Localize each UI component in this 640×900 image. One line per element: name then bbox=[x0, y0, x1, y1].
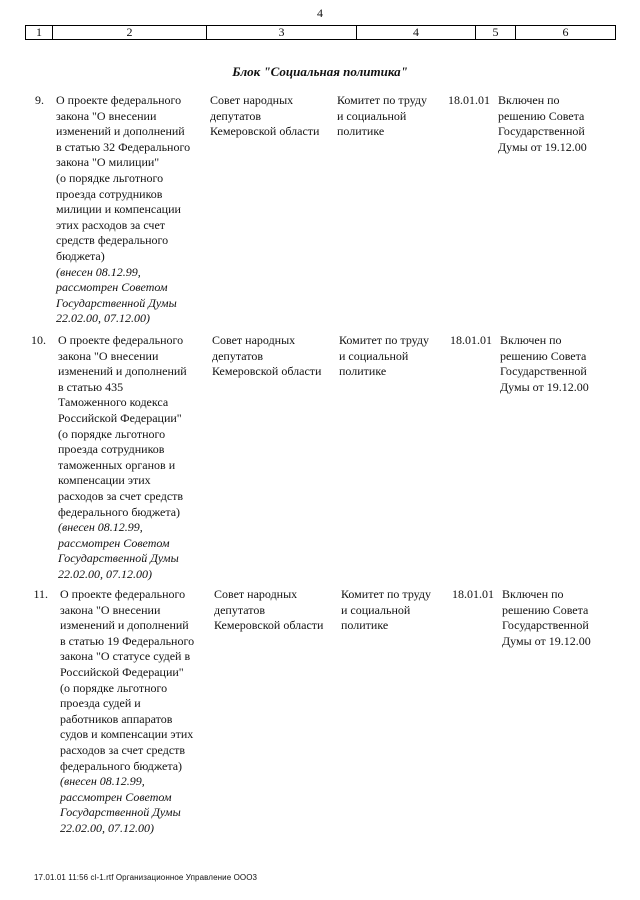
title-line: бюджета) bbox=[56, 248, 105, 263]
entry-title bbox=[60, 587, 210, 837]
note-line: рассмотрен Советом bbox=[60, 789, 172, 804]
title-line: средств федерального bbox=[56, 233, 169, 248]
initiator-line: Кемеровской области bbox=[210, 124, 320, 139]
status-line: решению Совета bbox=[498, 108, 585, 123]
initiator-line: Совет народных bbox=[212, 333, 296, 347]
column-header-cell: 4 bbox=[357, 26, 476, 39]
committee-line: политике bbox=[337, 124, 385, 139]
status-line: решению Совета bbox=[502, 602, 589, 617]
title-line: Российской Федерации" bbox=[60, 664, 184, 679]
title-line: (о порядке льготного bbox=[56, 170, 164, 185]
entry-number: 9. bbox=[35, 93, 44, 107]
note-line: Государственной Думы bbox=[56, 295, 177, 310]
title-line: проезда сотрудников bbox=[58, 442, 165, 457]
status-line: Включен по bbox=[500, 333, 562, 347]
entry-number: 10. bbox=[31, 333, 46, 347]
initiator-line: депутатов bbox=[212, 348, 264, 363]
title-line: расходов за счет средств bbox=[60, 742, 186, 757]
committee-line: и социальной bbox=[339, 348, 409, 363]
entry-date: 18.01.01 bbox=[450, 333, 492, 347]
note-line: Государственной Думы bbox=[60, 805, 181, 820]
title-line: закона "О милиции" bbox=[56, 155, 160, 170]
entry-initiator bbox=[212, 333, 337, 380]
title-line: изменений и дополнений bbox=[58, 364, 187, 379]
status-line: Государственной bbox=[498, 124, 585, 139]
column-header-cell: 1 bbox=[26, 26, 53, 39]
status-line: Думы от 19.12.00 bbox=[500, 379, 589, 394]
column-header-cell: 3 bbox=[207, 26, 357, 39]
document-footer: 17.01.01 11:56 cl-1.rtf Организационное Управление ООО3 bbox=[34, 873, 258, 882]
title-line: расходов за счет средств bbox=[58, 488, 184, 503]
entry-status bbox=[498, 93, 598, 155]
title-line: судов и компенсации этих bbox=[60, 727, 194, 742]
title-line: федерального бюджета) bbox=[58, 504, 181, 519]
committee-line: политике bbox=[339, 364, 387, 379]
status-line: Включен по bbox=[498, 93, 560, 107]
entry-status bbox=[500, 333, 600, 395]
entry-date: 18.01.01 bbox=[448, 93, 490, 107]
note-line: рассмотрен Советом bbox=[58, 535, 170, 550]
entry-date: 18.01.01 bbox=[452, 587, 494, 601]
title-line: милиции и компенсации bbox=[56, 202, 181, 217]
committee-line: Комитет по труду bbox=[341, 587, 432, 601]
status-line: Включен по bbox=[502, 587, 564, 601]
entry-committee bbox=[339, 333, 449, 380]
title-line: закона "О статусе судей в bbox=[60, 649, 191, 664]
status-line: Думы от 19.12.00 bbox=[498, 139, 587, 154]
title-line: Таможенного кодекса bbox=[58, 395, 169, 410]
initiator-line: Кемеровской области bbox=[212, 364, 322, 379]
title-line: О проекте федерального bbox=[58, 333, 184, 347]
block-title: Блок "Социальная политика" bbox=[232, 64, 408, 79]
status-line: Государственной bbox=[502, 618, 589, 633]
note-line: 22.02.00, 07.12.00) bbox=[58, 566, 152, 581]
note-line: (внесен 08.12.99, bbox=[56, 264, 141, 279]
entry-title bbox=[58, 333, 208, 583]
note-line: (внесен 08.12.99, bbox=[60, 774, 145, 789]
initiator-line: депутатов bbox=[210, 108, 262, 123]
title-line: в статью 19 Федерального bbox=[60, 633, 195, 648]
column-header-cell: 2 bbox=[53, 26, 207, 39]
title-line: таможенных органов и bbox=[58, 457, 176, 472]
title-line: Российской Федерации" bbox=[58, 410, 182, 425]
column-header-cell: 5 bbox=[476, 26, 516, 39]
column-header-cell: 6 bbox=[562, 25, 569, 39]
title-line: О проекте федерального bbox=[60, 587, 186, 601]
committee-line: и социальной bbox=[341, 602, 411, 617]
title-line: компенсации этих bbox=[58, 473, 151, 488]
committee-line: Комитет по труду bbox=[337, 93, 428, 107]
committee-line: Комитет по труду bbox=[339, 333, 430, 347]
initiator-line: депутатов bbox=[214, 602, 266, 617]
entry-number: 11. bbox=[33, 587, 48, 601]
note-line: рассмотрен Советом bbox=[56, 280, 168, 295]
initiator-line: Кемеровской области bbox=[214, 618, 324, 633]
initiator-line: Совет народных bbox=[214, 587, 298, 601]
title-line: работников аппаратов bbox=[60, 711, 173, 726]
entry-committee bbox=[337, 93, 447, 140]
title-line: этих расходов за счет bbox=[56, 217, 166, 232]
committee-line: политике bbox=[341, 618, 389, 633]
note-line: (внесен 08.12.99, bbox=[58, 520, 143, 535]
title-line: проезда судей и bbox=[60, 696, 141, 711]
status-line: Государственной bbox=[500, 364, 587, 379]
note-line: 22.02.00, 07.12.00) bbox=[60, 820, 154, 835]
page-number: 4 bbox=[317, 6, 323, 20]
title-line: в статью 435 bbox=[58, 379, 124, 394]
title-line: в статью 32 Федерального bbox=[56, 139, 191, 154]
entry-committee bbox=[341, 587, 451, 634]
note-line: Государственной Думы bbox=[58, 551, 179, 566]
title-line: закона "О внесении bbox=[60, 602, 161, 617]
title-line: федерального бюджета) bbox=[60, 758, 183, 773]
title-line: изменений и дополнений bbox=[56, 124, 185, 139]
entry-status bbox=[502, 587, 602, 649]
title-line: закона "О внесении bbox=[56, 108, 157, 123]
entry-initiator bbox=[210, 93, 335, 140]
status-line: Думы от 19.12.00 bbox=[502, 633, 591, 648]
status-line: решению Совета bbox=[500, 348, 587, 363]
title-line: (о порядке льготного bbox=[58, 426, 166, 441]
title-line: О проекте федерального bbox=[56, 93, 182, 107]
title-line: проезда сотрудников bbox=[56, 186, 163, 201]
entry-title bbox=[56, 93, 206, 327]
initiator-line: Совет народных bbox=[210, 93, 294, 107]
committee-line: и социальной bbox=[337, 108, 407, 123]
title-line: закона "О внесении bbox=[58, 348, 159, 363]
column-number-header bbox=[25, 25, 616, 40]
title-line: изменений и дополнений bbox=[60, 618, 189, 633]
note-line: 22.02.00, 07.12.00) bbox=[56, 311, 150, 326]
entry-initiator bbox=[214, 587, 339, 634]
title-line: (о порядке льготного bbox=[60, 680, 168, 695]
